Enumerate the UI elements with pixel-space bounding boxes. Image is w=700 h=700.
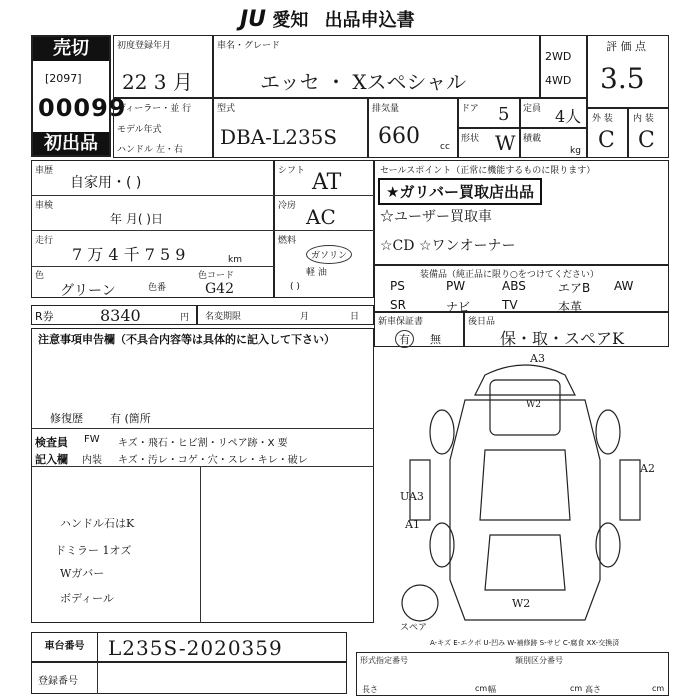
color-value: グリーン <box>60 283 116 299</box>
ext-value: C <box>598 128 615 153</box>
capacity-value: 4人 <box>555 107 582 126</box>
drive-box <box>540 35 587 98</box>
damage-legend: A-キズ E-エクボ U-凹み W-補修跡 S-サビ C-腐食 XX-交換済 <box>430 639 620 647</box>
page-title: 出品申込書 <box>324 10 415 31</box>
recycle-unit: 円 <box>180 313 190 323</box>
color-base-label: 色番 <box>148 283 167 293</box>
manual-yes: 有 <box>395 330 414 348</box>
diagram-w2-bottom: W2 <box>512 597 531 610</box>
first-listing-label: 初出品 <box>33 132 109 155</box>
note-line-1: ハンドル石はK <box>60 517 135 530</box>
diagram-w2: W2 <box>526 400 541 410</box>
load-label: 積載 <box>523 134 542 144</box>
color-label: 色 <box>35 271 45 281</box>
spec-height-cm: cm <box>652 684 665 693</box>
notes-label: 注意事項申告欄（不具合内容等は具体的に記入して下さい） <box>38 333 335 346</box>
divider <box>274 195 374 196</box>
divider <box>31 230 274 231</box>
sales-point-line2: ☆CD ☆ワンオーナー <box>380 238 516 254</box>
warranty-label: 後日品 <box>468 317 496 327</box>
door-label: ドア <box>461 104 479 114</box>
handle-label: ハンドル 左・右 <box>117 145 183 155</box>
spare-label: スペア <box>400 623 428 633</box>
divider <box>97 662 98 694</box>
repair-value: 有 (箇所 <box>110 412 151 425</box>
fuel-gasoline: ガソリン <box>306 245 352 264</box>
equip-navi: ナビ <box>446 300 471 314</box>
manual-label: 新車保証書 <box>378 317 424 327</box>
shift-value: AT <box>312 170 342 195</box>
equipment-label: 装備品（純正品に限り○をつけてください） <box>420 270 599 280</box>
spec-height: 高さ <box>585 685 601 694</box>
name-change-day: 日 <box>350 312 360 322</box>
plate-label: 登録番号 <box>38 676 78 687</box>
sold-label: 売切 <box>33 37 109 61</box>
dealer-label: ディーラー・並 行 <box>117 104 192 114</box>
sales-point-banner: ★ガリバー買取店出品 <box>378 178 542 205</box>
header <box>240 6 415 32</box>
ju-logo: JU <box>240 7 267 32</box>
chassis-label: 車台番号 <box>32 633 98 661</box>
recycle-value: 8340 <box>100 306 141 325</box>
note-line-2: ドミラー 1オズ <box>55 544 132 557</box>
warranty-value: 保・取・スペアK <box>500 329 624 348</box>
equip-ps: PS <box>390 279 405 293</box>
repair-label: 修復歴 <box>50 412 83 425</box>
lot-number: 00099 <box>38 94 127 122</box>
sales-point-label: セールスポイント（正常に機能するものに限ります） <box>380 166 596 176</box>
manual-no: 無 <box>430 333 441 346</box>
mileage-value: 7 万 4 千 7 5 9 <box>72 245 186 264</box>
shape-label: 形状 <box>461 134 480 144</box>
equip-sr: SR <box>390 298 406 312</box>
cc-label: 排気量 <box>372 104 400 114</box>
left-fields <box>31 160 274 298</box>
fuel-paren: ( ) <box>290 282 300 292</box>
spec-length: 長さ <box>362 685 378 694</box>
equipment-grid <box>390 279 668 315</box>
logo-pref: 愛知 <box>272 10 309 31</box>
equip-aw: AW <box>614 279 634 293</box>
color-code-value: G42 <box>205 281 234 297</box>
drive-2wd: 2WD <box>545 50 572 63</box>
diagram-a2: A2 <box>640 462 655 475</box>
inspector-label-2: 記入欄 <box>35 453 68 466</box>
chassis-value: L235S-2020359 <box>108 636 283 660</box>
type-value: DBA-L235S <box>220 125 338 149</box>
drive-4wd: 4WD <box>545 74 572 87</box>
reg-date-label: 初度登録年月 <box>117 41 172 51</box>
equip-abs: ABS <box>502 279 526 293</box>
shaken-value: 年 月( )日 <box>110 212 163 226</box>
equip-airbag: エアB <box>558 281 591 295</box>
cc-value: 660 <box>378 124 420 149</box>
mileage-label: 走行 <box>35 236 54 246</box>
diagram-ua3: UA3 <box>400 490 424 503</box>
divider <box>200 466 201 623</box>
fuel-diesel: 軽 油 <box>306 268 327 278</box>
car-name-label: 車名・グレード <box>217 41 281 51</box>
equip-pw: PW <box>446 279 466 293</box>
name-change-month: 月 <box>300 312 310 322</box>
load-unit: kg <box>570 146 581 156</box>
reg-date-value: 22 3 月 <box>122 70 193 94</box>
inspector-row2: キズ・汚レ・コゲ・穴・スレ・キレ・破レ <box>118 455 308 466</box>
inspector-row2-label: 内装 <box>82 455 102 466</box>
mileage-unit: km <box>228 255 242 265</box>
shape-value: W <box>495 131 516 155</box>
int-value: C <box>638 128 655 153</box>
inspector-row1: キズ・飛石・ヒビ割・リペア跡・X 要 <box>118 438 288 449</box>
ext-label: 外 装 <box>592 114 613 124</box>
car-name-value: エッセ ・ Xスペシャル <box>260 70 467 94</box>
diagram-a1: A1 <box>405 518 420 531</box>
spec-type-num: 形式指定番号 <box>360 656 408 665</box>
color-code-label: 色コード <box>198 271 235 281</box>
note-line-4: ボディール <box>60 592 114 605</box>
car-history-value: 自家用・( ) <box>70 175 142 191</box>
type-label: 型式 <box>217 104 236 114</box>
int-label: 内 装 <box>633 114 654 124</box>
car-history-label: 車歴 <box>35 166 54 176</box>
divider <box>31 428 374 429</box>
shaken-label: 車検 <box>35 201 54 211</box>
equip-tv: TV <box>502 298 518 312</box>
sales-point-line1: ☆ユーザー買取車 <box>380 209 492 225</box>
plate-box <box>31 662 347 694</box>
cool-label: 冷房 <box>278 201 297 211</box>
fuel-label: 燃料 <box>278 236 297 246</box>
spec-width: 幅 <box>488 685 496 694</box>
score-value: 3.5 <box>600 62 645 95</box>
name-change-label: 名変期限 <box>205 312 242 322</box>
model-year-label: モデル年式 <box>117 125 162 135</box>
divider <box>31 466 374 467</box>
note-line-3: Wガバー <box>60 567 105 580</box>
lot-small: [2097] <box>45 72 82 85</box>
divider <box>274 230 374 231</box>
spec-length-cm: cm <box>475 684 488 693</box>
diagram-a3-top: A3 <box>530 352 545 365</box>
capacity-label: 定員 <box>523 104 542 114</box>
equip-leather: 本革 <box>558 300 583 314</box>
score-label: 評 価 点 <box>606 40 646 53</box>
recycle-label: R券 <box>35 310 54 323</box>
inspector-label-1: 検査員 <box>35 436 68 449</box>
spec-class-num: 類別区分番号 <box>515 656 563 665</box>
shift-label: シフト <box>278 166 306 176</box>
inspector-row1-label: FW <box>84 434 100 445</box>
cool-value: AC <box>306 205 336 229</box>
divider <box>31 195 274 196</box>
cc-unit: cc <box>440 142 450 152</box>
door-value: 5 <box>498 104 510 125</box>
spec-width-cm: cm <box>570 684 583 693</box>
divider <box>31 266 274 267</box>
